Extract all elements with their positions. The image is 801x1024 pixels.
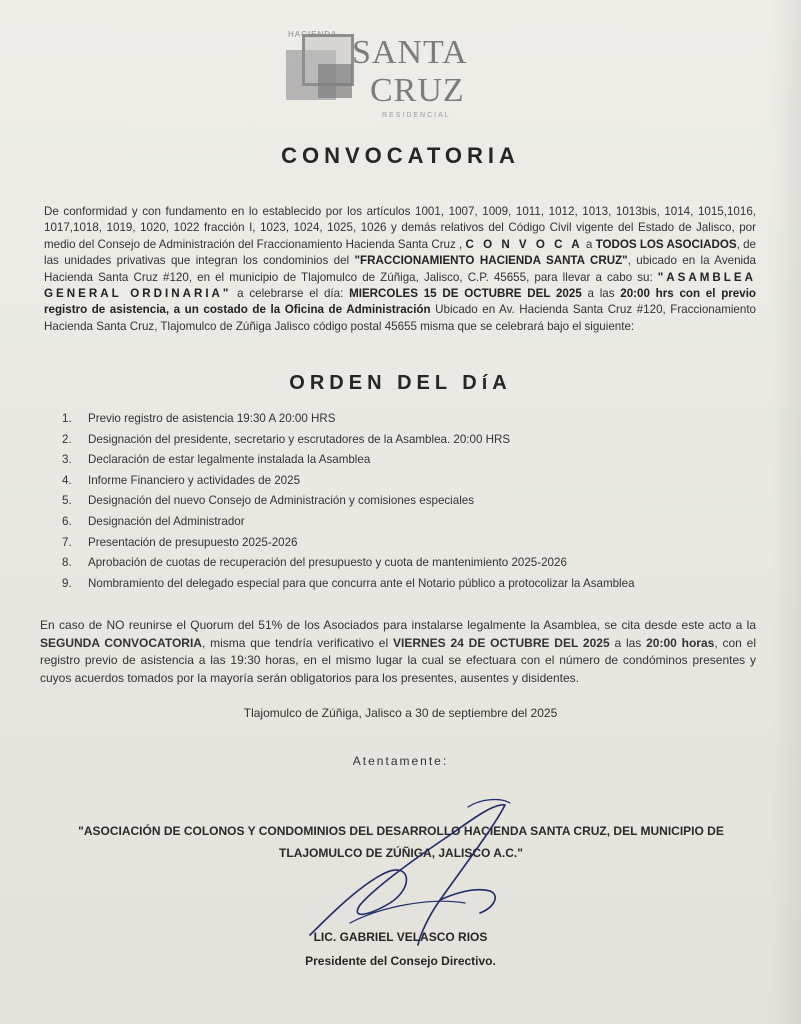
agenda-number: 5. <box>62 494 72 508</box>
agenda-text: Previo registro de asistencia 19:30 A 20:00 HRS <box>88 412 336 425</box>
agenda-item <box>62 515 722 536</box>
agenda-text: Designación del presidente, secretario y escrutadores de la Asamblea. 20:00 HRS <box>88 432 511 446</box>
agenda-item <box>62 536 722 557</box>
intro-paragraph <box>44 204 756 335</box>
agenda-number: 4. <box>62 473 72 487</box>
agenda-number: 7. <box>62 535 72 549</box>
agenda-number: 6. <box>62 514 72 528</box>
intro-text: a las <box>587 287 615 301</box>
agenda-item <box>62 453 722 474</box>
intro-fecha: MIERCOLES 15 DE OCTUBRE DEL 2025 <box>349 287 582 301</box>
agenda-item <box>62 412 722 433</box>
intro-hora: 20:00 hrs con el previo registro de asistencia, a un costado de la Oficina de Administración <box>44 287 756 317</box>
second-text: , con el registro previo de asistencia a las 19:30 horas, en el mismo lugar la cual se efectuara con el número de condóminos presentes y cuyos acuerdos tomados por la mayoría serán obligatorios para los presentes, ausentes y disidentes. <box>40 635 756 685</box>
intro-text: , ubicado en la Avenida Hacienda Santa Cruz #120, en el municipio de Tlajomulco de Zúñiga, Jalisco, C.P. 45655, para llevar a cabo su: <box>44 254 756 284</box>
intro-convoca: C O N V O C A <box>465 237 583 251</box>
second-call-paragraph <box>40 617 756 687</box>
agenda-item <box>62 556 722 577</box>
logo-top-word: HACIENDA <box>288 30 338 39</box>
agenda-text: Designación del nuevo Consejo de Administración y comisiones especiales <box>88 494 475 508</box>
agenda-title: ORDEN DEL DíA <box>289 372 512 394</box>
logo-square-shape <box>318 64 352 98</box>
second-hora: 20:00 horas <box>646 635 715 650</box>
agenda-number: 8. <box>62 556 72 570</box>
intro-text: De conformidad y con fundamento en lo establecido por los artículos 1001, 1007, 1009, 1011, 1012, 1013, 1013bis, 1014, 1015,1016, 1017,1018, 1019, 1020, 1022 fracción I, 1023, 1024, 1025, 1026 y demás relativos del Código Civil vigente del Estado de Jalisco, por medio del Consejo de Administración del Fraccionamiento Hacienda Santa Cruz , <box>44 205 756 251</box>
agenda-item <box>62 474 722 495</box>
agenda-item <box>62 433 722 454</box>
second-fecha: VIERNES 24 DE OCTUBRE DEL 2025 <box>392 635 610 650</box>
agenda-number: 1. <box>62 412 72 425</box>
association-line: TLAJOMULCO DE ZÚÑIGA, JALISCO A.C." <box>279 846 523 860</box>
agenda-number: 3. <box>62 453 72 467</box>
agenda-text: Designación del Administrador <box>88 514 245 528</box>
agenda-item <box>62 494 722 515</box>
intro-text: a celebrarse el día: <box>237 287 344 301</box>
page-shadow <box>771 0 801 1024</box>
association-line: "ASOCIACIÓN DE COLONOS Y CONDOMINIOS DEL DESARROLLO HACIENDA SANTA CRUZ, DEL MUNICIPIO DE <box>78 824 724 838</box>
agenda-text: Informe Financiero y actividades de 2025 <box>88 473 301 487</box>
second-text: , misma que tendría verificativo el <box>201 635 389 650</box>
agenda-text: Declaración de estar legalmente instalada la Asamblea <box>88 453 371 467</box>
agenda-list <box>62 412 722 597</box>
logo-subtitle: RESIDENCIAL <box>382 112 451 119</box>
logo-word-cruz: CRUZ <box>370 72 465 109</box>
logo-word-santa: SANTA <box>352 34 468 71</box>
second-segunda-convocatoria: SEGUNDA CONVOCATORIA <box>40 635 202 650</box>
signer-name: LIC. GABRIEL VELASCO RIOS <box>313 930 488 944</box>
agenda-text: Nombramiento del delegado especial para que concurra ante el Notario público a protocolizar la Asamblea <box>88 576 635 590</box>
agenda-text: Presentación de presupuesto 2025-2026 <box>88 535 298 549</box>
santa-cruz-logo <box>278 20 468 120</box>
agenda-item <box>62 577 722 598</box>
intro-todos-asociados: TODOS LOS ASOCIADOS <box>595 237 737 251</box>
agenda-number: 2. <box>62 432 72 446</box>
second-text: En caso de NO reunirse el Quorum del 51% de los Asociados para instalarse legalmente la Asamblea, se cita desde este acto a la <box>40 618 756 632</box>
intro-fraccionamiento: "FRACCIONAMIENTO HACIENDA SANTA CRUZ" <box>354 254 628 268</box>
signer-role: Presidente del Consejo Directivo. <box>305 954 496 968</box>
intro-text: Ubicado en Av. Hacienda Santa Cruz #120, Fraccionamiento Hacienda Santa Cruz, Tlajomulco de Zúñiga Jalisco código postal 45655 misma que se celebrará bajo el siguiente: <box>44 303 756 333</box>
agenda-text: Aprobación de cuotas de recuperación del presupuesto y cuota de mantenimiento 2025-2026 <box>88 556 567 570</box>
document-title: CONVOCATORIA <box>281 143 520 168</box>
regards: Atentamente: <box>352 754 449 768</box>
agenda-number: 9. <box>62 576 72 590</box>
second-text: a las <box>614 635 642 650</box>
place-and-date: Tlajomulco de Zúñiga, Jalisco a 30 de septiembre del 2025 <box>243 706 558 720</box>
intro-text: , de las unidades privativas que integran los condominios del <box>44 237 756 268</box>
intro-text: a <box>585 237 593 251</box>
intro-asamblea: "ASAMBLEA GENERAL ORDINARIA" <box>44 270 756 301</box>
